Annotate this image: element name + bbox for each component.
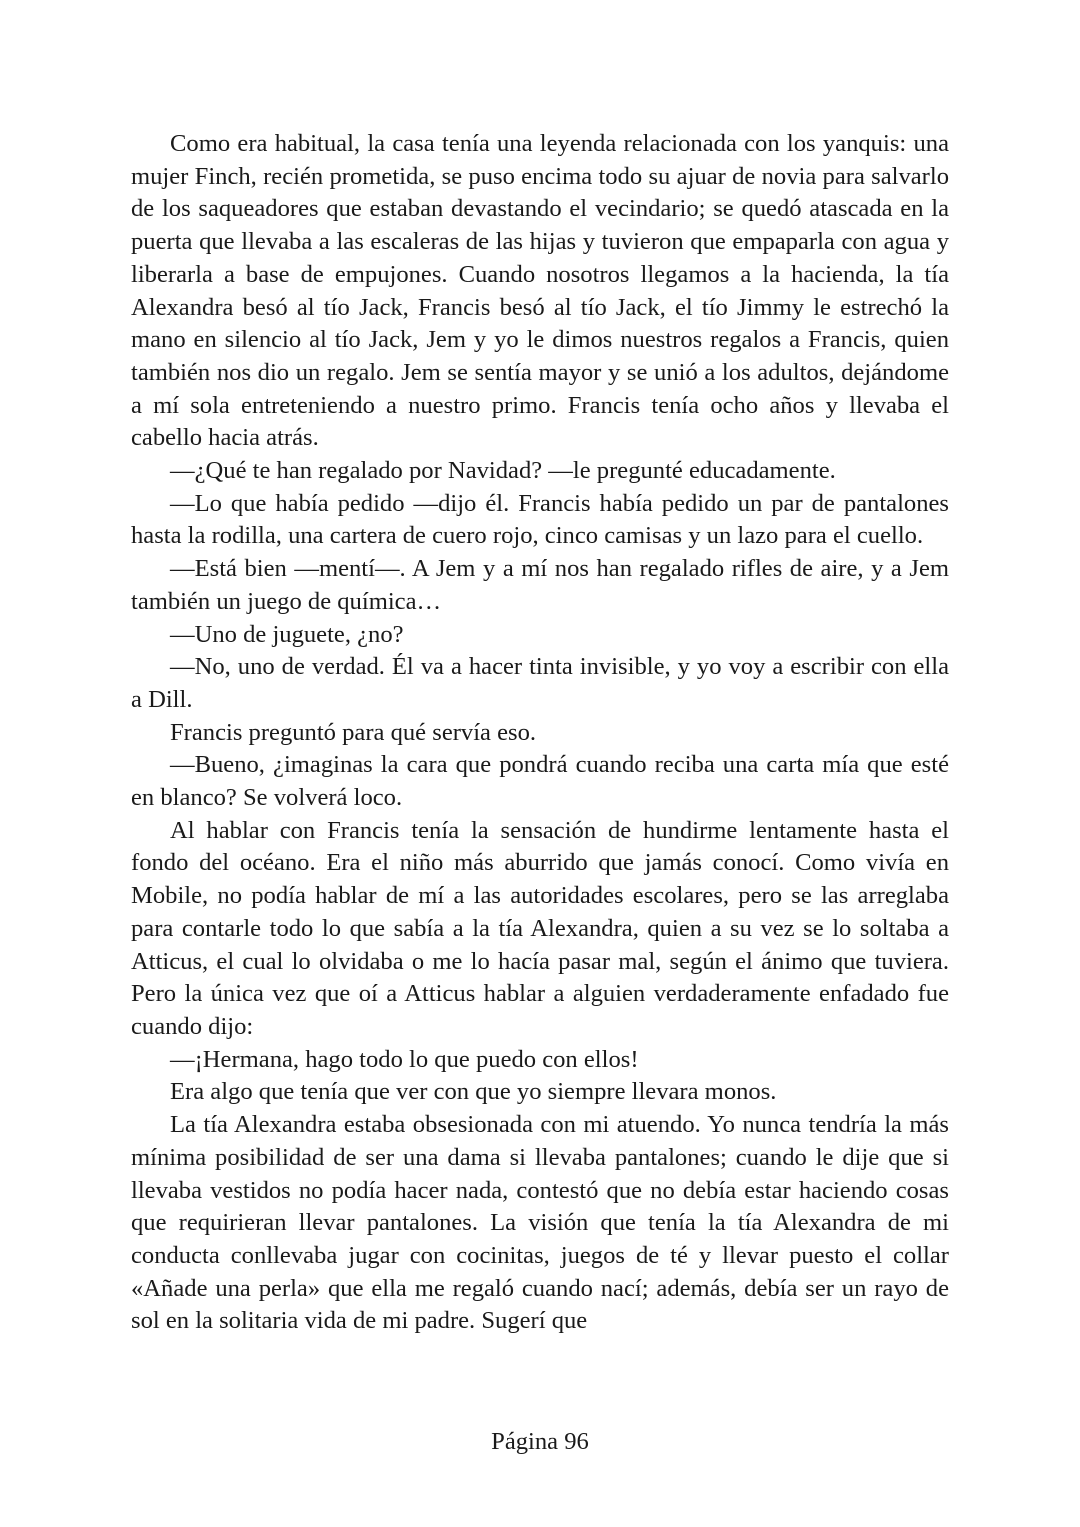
page-body	[131, 128, 949, 1338]
paragraph-invisible-ink: —No, uno de verdad. Él va a hacer tinta invisible, y yo voy a escribir con ella a Dill.	[131, 653, 949, 713]
paragraph-francis-asks: Francis preguntó para qué servía eso.	[170, 718, 537, 746]
paragraph-overalls: Era algo que tenía que ver con que yo siempre llevara monos.	[170, 1078, 777, 1106]
paragraph-blank-letter: —Bueno, ¿imaginas la cara que pondrá cuando reciba una carta mía que esté en blanco? Se volverá loco.	[131, 751, 949, 812]
paragraph-toy-question: —Uno de juguete, ¿no?	[170, 620, 404, 648]
paragraph-boring-francis: Al hablar con Francis tenía la sensación de hundirme lentamente hasta el fondo del océano. Era el niño más aburrido que jamás conocí. Como vivía en Mobile, no podía hablar de mí a las autoridades escolares, pero se las arreglaba para contarle todo lo que sabía a la tía Alexandra, quien a su vez se lo soltaba a Atticus, el cual lo olvidaba o me lo hacía pasar mal, según el ánimo que tuviera. Pero la única vez que oí a Atticus hablar a alguien verdaderamente enfadado fue cuando dijo:	[131, 816, 949, 1040]
paragraph-air-rifles: —Está bien —mentí—. A Jem y a mí nos han regalado rifles de aire, y a Jem también un juego de química…	[131, 555, 949, 615]
paragraph-atticus-quote: —¡Hermana, hago todo lo que puedo con ellos!	[170, 1045, 639, 1073]
paragraph-christmas-question: —¿Qué te han regalado por Navidad? —le pregunté educadamente.	[170, 457, 836, 485]
page-number: Página 96	[491, 1428, 589, 1455]
paragraph-francis-gifts: —Lo que había pedido —dijo él. Francis había pedido un par de pantalones hasta la rodilla, una cartera de cuero rojo, cinco camisas y un lazo para el cuello.	[131, 489, 949, 550]
paragraph-house-legend: Como era habitual, la casa tenía una leyenda relacionada con los yanquis: una mujer Finch, recién prometida, se puso encima todo su ajuar de novia para salvarlo de los saqueadores que estaban devastando el vecindario; se quedó atascada en la puerta que llevaba a las escaleras de las hijas y tuvieron que empaparla con agua y liberarla a base de empujones. Cuando nosotros llegamos a la hacienda, la tía Alexandra besó al tío Jack, Francis besó al tío Jack, el tío Jimmy le estrechó la mano en silencio al tío Jack, Jem y yo le dimos nuestros regalos a Francis, quien también nos dio un regalo. Jem se sentía mayor y se unió a los adultos, dejándome a mí sola entreteniendo a nuestro primo. Francis tenía ocho años y llevaba el cabello hacia atrás.	[131, 130, 949, 452]
paragraph-aunt-attire: La tía Alexandra estaba obsesionada con mi atuendo. Yo nunca tendría la más mínima posibilidad de ser una dama si llevaba pantalones; cuando le dije que si llevaba vestidos no podía hacer nada, contestó que no debía estar haciendo cosas que requirieran llevar pantalones. La visión que tenía la tía Alexandra de mi conducta conllevaba jugar con cocinitas, juegos de té y llevar puesto el collar «Añade una perla» que ella me regaló cuando nací; además, debía ser un rayo de sol en la solitaria vida de mi padre. Sugerí que	[131, 1111, 949, 1335]
